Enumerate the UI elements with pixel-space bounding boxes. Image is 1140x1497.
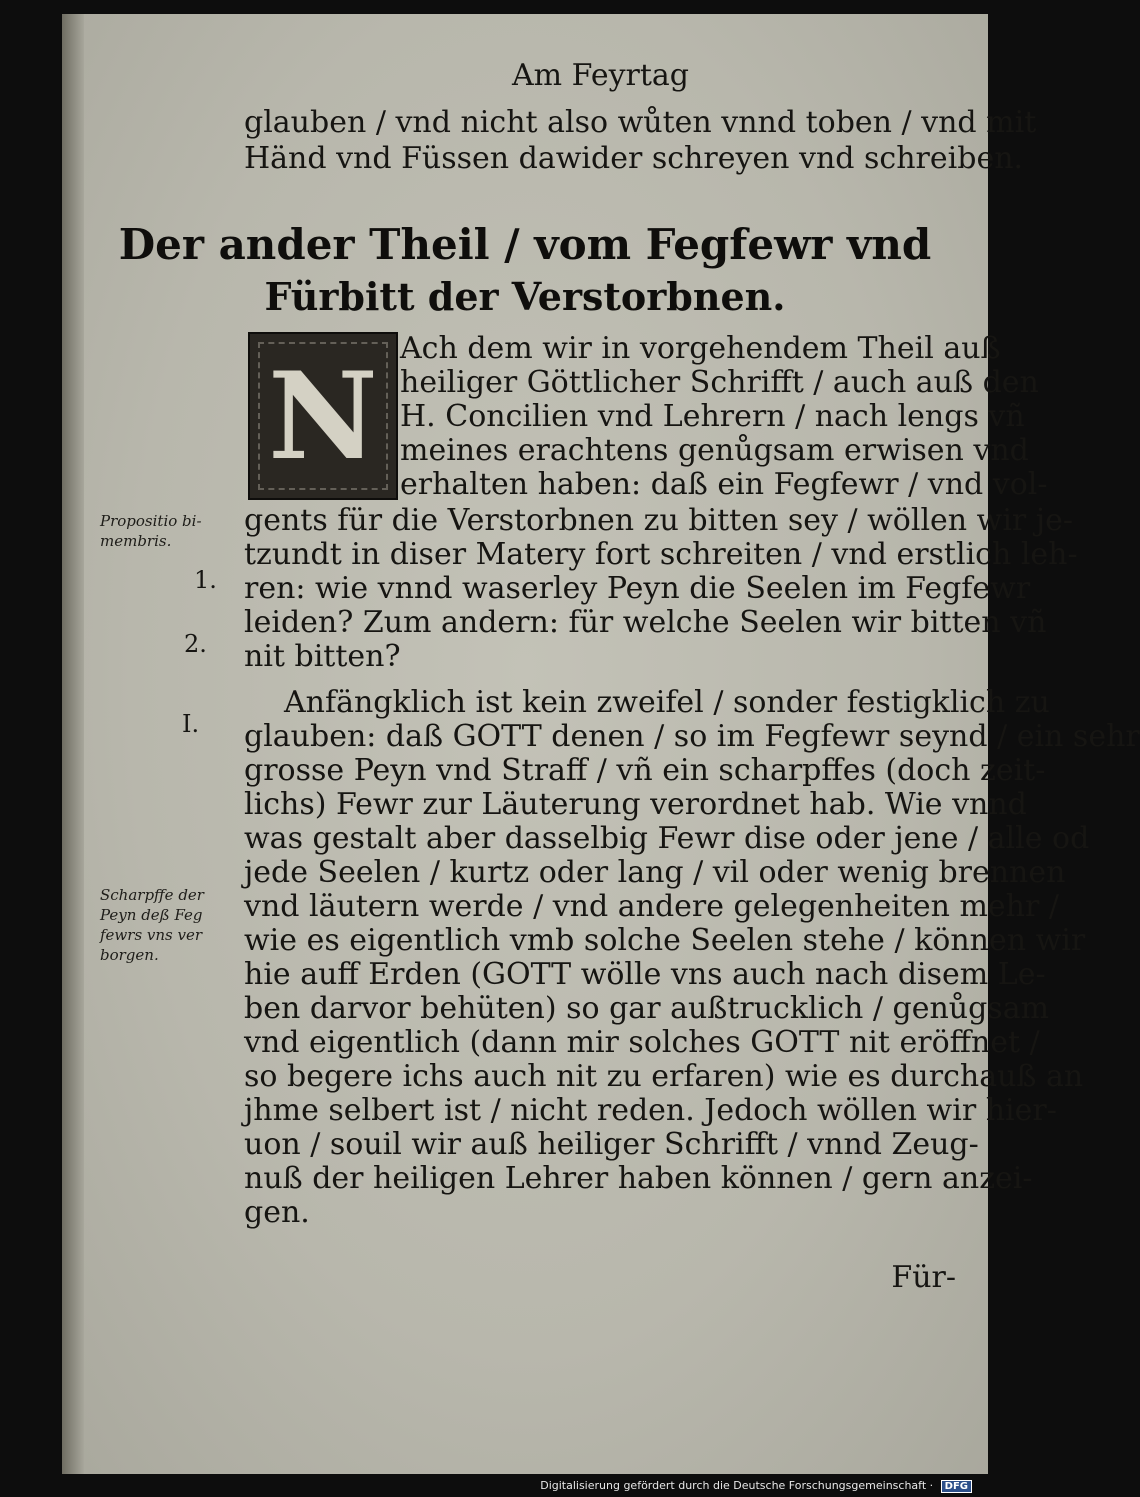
text-line: glauben / vnd nicht also wůten vnnd toben / vnd mit <box>244 105 1037 140</box>
text-line: ben darvor behüten) so gar außtrucklich / genůgsam <box>244 991 1050 1026</box>
margin-note-line: borgen. <box>100 946 159 964</box>
text-line: ren: wie vnnd waserley Peyn die Seelen im Fegfewr <box>244 571 1031 606</box>
margin-note-line: Propositio bi- <box>100 512 202 530</box>
margin-note-line: Peyn deß Feg <box>100 906 203 924</box>
book-page <box>62 14 1140 1474</box>
text-line: uon / souil wir auß heiliger Schrifft / vnnd Zeug- <box>244 1127 979 1162</box>
text-line: so begere ichs auch nit zu erfaren) wie es durchauß an <box>244 1059 1084 1094</box>
text-line: jhme selbert ist / nicht reden. Jedoch wöllen wir hier- <box>244 1093 1057 1128</box>
text-line: tzundt in diser Matery fort schreiten / vnd erstlich leh- <box>244 537 1078 572</box>
text-line: vnd eigentlich (dann mir solches GOTT nit eröffnet / <box>244 1025 1040 1060</box>
section-heading-line-1: Der ander Theil / vom Fegfewr vnd <box>118 220 932 269</box>
text-line: nuß der heiligen Lehrer haben können / gern anzei- <box>244 1161 1033 1196</box>
margin-number: 1. <box>194 566 217 594</box>
text-line: gents für die Verstorbnen zu bitten sey / wöllen wir je- <box>244 503 1073 538</box>
running-head: Am Feyrtag <box>512 58 690 93</box>
text-line: lichs) Fewr zur Läuterung verordnet hab. Wie vnnd <box>244 787 1027 822</box>
text-line: wie es eigentlich vmb solche Seelen stehe / können wir <box>244 923 1086 958</box>
text-line: heiliger Göttlicher Schrifft / auch auß den <box>400 365 1039 400</box>
text-line: erhalten haben: daß ein Fegfewr / vnd vol- <box>400 467 1048 502</box>
text-line: meines erachtens genůgsam erwisen vnd <box>400 433 1029 468</box>
text-line: glauben: daß GOTT denen / so im Fegfewr seynd / ein sehr <box>244 719 1140 754</box>
margin-note-line: fewrs vns ver <box>100 926 203 944</box>
margin-note-line: Scharpffe der <box>100 886 204 904</box>
text-line: Ach dem wir in vorgehendem Theil auß <box>400 331 1001 366</box>
text-line: grosse Peyn vnd Straff / vñ ein scharpffes (doch zeit- <box>244 753 1046 788</box>
margin-number: 2. <box>184 630 207 658</box>
text-line: leiden? Zum andern: für welche Seelen wir bitten vñ <box>244 605 1047 640</box>
digitization-credit: Digitalisierung gefördert durch die Deutsche Forschungsgemeinschaft · DFG <box>540 1479 972 1493</box>
text-line: H. Concilien vnd Lehrern / nach lengs vñ <box>400 399 1025 434</box>
credit-text: Digitalisierung gefördert durch die Deutsche Forschungsgemeinschaft <box>540 1479 927 1492</box>
text-line: vnd läutern werde / vnd andere gelegenheiten mehr / <box>244 889 1059 924</box>
initial-letter: N <box>268 346 378 487</box>
text-line: Händ vnd Füssen dawider schreyen vnd schreiben. <box>244 141 1024 176</box>
text-line: Anfängklich ist kein zweifel / sonder festigklich zu <box>284 685 1050 720</box>
decorated-initial <box>248 332 398 500</box>
text-line: jede Seelen / kurtz oder lang / vil oder wenig brennen <box>244 855 1066 890</box>
dfg-logo: DFG <box>941 1480 972 1493</box>
margin-number: I. <box>182 710 200 738</box>
text-line: gen. <box>244 1195 310 1230</box>
text-line: was gestalt aber dasselbig Fewr dise oder jene / alle od <box>244 821 1090 856</box>
catchword: Für- <box>891 1260 956 1295</box>
section-heading-line-2: Fürbitt der Verstorbnen. <box>264 274 786 319</box>
text-line: nit bitten? <box>244 639 401 674</box>
text-line: hie auff Erden (GOTT wölle vns auch nach disem Le- <box>244 957 1046 992</box>
margin-note-line: membris. <box>100 532 172 550</box>
